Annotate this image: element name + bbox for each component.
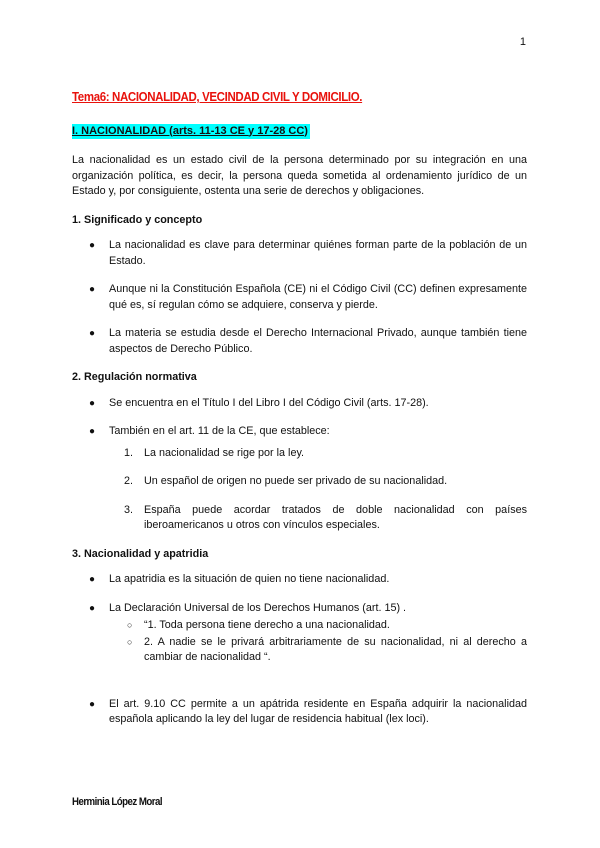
bullet-icon: ●: [89, 602, 96, 614]
bullet-list-regulacion: [72, 396, 527, 440]
list-item: ● También en el art. 11 de la CE, que establece:: [72, 424, 527, 440]
intro-paragraph: La nacionalidad es un estado civil de la persona determinado por su integración en una organización política, es decir, la persona queda sometida al ordenamiento jurídico de un Estado y, por consiguiente, ostenta una serie de derechos y obligaciones.: [72, 154, 527, 197]
document-body: [72, 90, 527, 741]
numbered-item: 3. España puede acordar tratados de doble nacionalidad con países iberoamericanos u otros con vínculos especiales.: [124, 503, 527, 531]
list-item: ● Aunque ni la Constitución Española (CE) ni el Código Civil (CC) definen expresamente qué es, sí regulan cómo se adquiere, conserva y pierde.: [89, 283, 527, 311]
footer-author: Herminia López Moral: [72, 796, 163, 808]
bullet-icon: ●: [89, 240, 96, 251]
subsection-heading-significado: 1. Significado y concepto: [72, 213, 203, 226]
list-item: ● La nacionalidad es clave para determinar quiénes forman parte de la población de un Estado.: [89, 239, 527, 267]
bullet-list-significado: [72, 238, 527, 357]
page-number: 1: [519, 36, 526, 48]
list-item: ● La apatridia es la situación de quien no tiene nacionalidad.: [72, 572, 527, 588]
list-item: ● La Declaración Universal de los Derechos Humanos (art. 15) . ○ “1. Toda persona tiene derecho a una nacionalidad. ○ 2. A nadie se le privará arbitrariamente de su nacionalidad, ni al derecho a cambiar de nacionalidad “.: [72, 601, 527, 666]
bullet-icon: ●: [89, 698, 96, 710]
list-item: ● Se encuentra en el Título I del Libro I del Código Civil (arts. 17-28).: [72, 396, 527, 412]
spacer: [72, 667, 527, 697]
numbered-item: 2. Un español de origen no puede ser privado de su nacionalidad.: [124, 475, 448, 487]
list-item: ● El art. 9.10 CC permite a un apátrida residente en España adquirir la nacionalidad española aplicando la ley del lugar de residencia habitual (lex loci).: [89, 697, 527, 725]
subsection-heading-apatridia: 3. Nacionalidad y apatridia: [72, 547, 209, 560]
bullet-icon: ●: [89, 397, 96, 409]
bullet-icon: ●: [89, 574, 96, 585]
sub-bullet-list-dudh: [72, 618, 527, 666]
bullet-list-apatridia: [72, 572, 527, 666]
list-item: ● La materia se estudia desde el Derecho Internacional Privado, aunque también tiene aspectos de Derecho Público.: [89, 327, 527, 355]
circle-bullet-icon: ○: [127, 620, 133, 630]
sub-list-item: ○ “1. Toda persona tiene derecho a una nacionalidad.: [72, 618, 527, 634]
section-heading-nacionalidad: I. NACIONALIDAD (arts. 11-13 CE y 17-28 CC): [72, 124, 310, 140]
numbered-item: 1. La nacionalidad se rige por la ley.: [124, 446, 305, 459]
bullet-icon: ●: [89, 426, 96, 437]
circle-bullet-icon: ○: [127, 636, 133, 647]
numbered-list-art11: [72, 446, 527, 534]
sub-list-item: ○ 2. A nadie se le privará arbitrariamente de su nacionalidad, ni al derecho a cambiar de nacionalidad “.: [127, 635, 527, 663]
bullet-icon: ●: [89, 284, 96, 295]
bullet-list-apatridia-cont: [72, 697, 527, 728]
document-title: Tema6: NACIONALIDAD, VECINDAD CIVIL Y DOMICILIO.: [72, 90, 363, 104]
subsection-heading-regulacion: 2. Regulación normativa: [72, 371, 197, 383]
bullet-icon: ●: [89, 328, 96, 339]
